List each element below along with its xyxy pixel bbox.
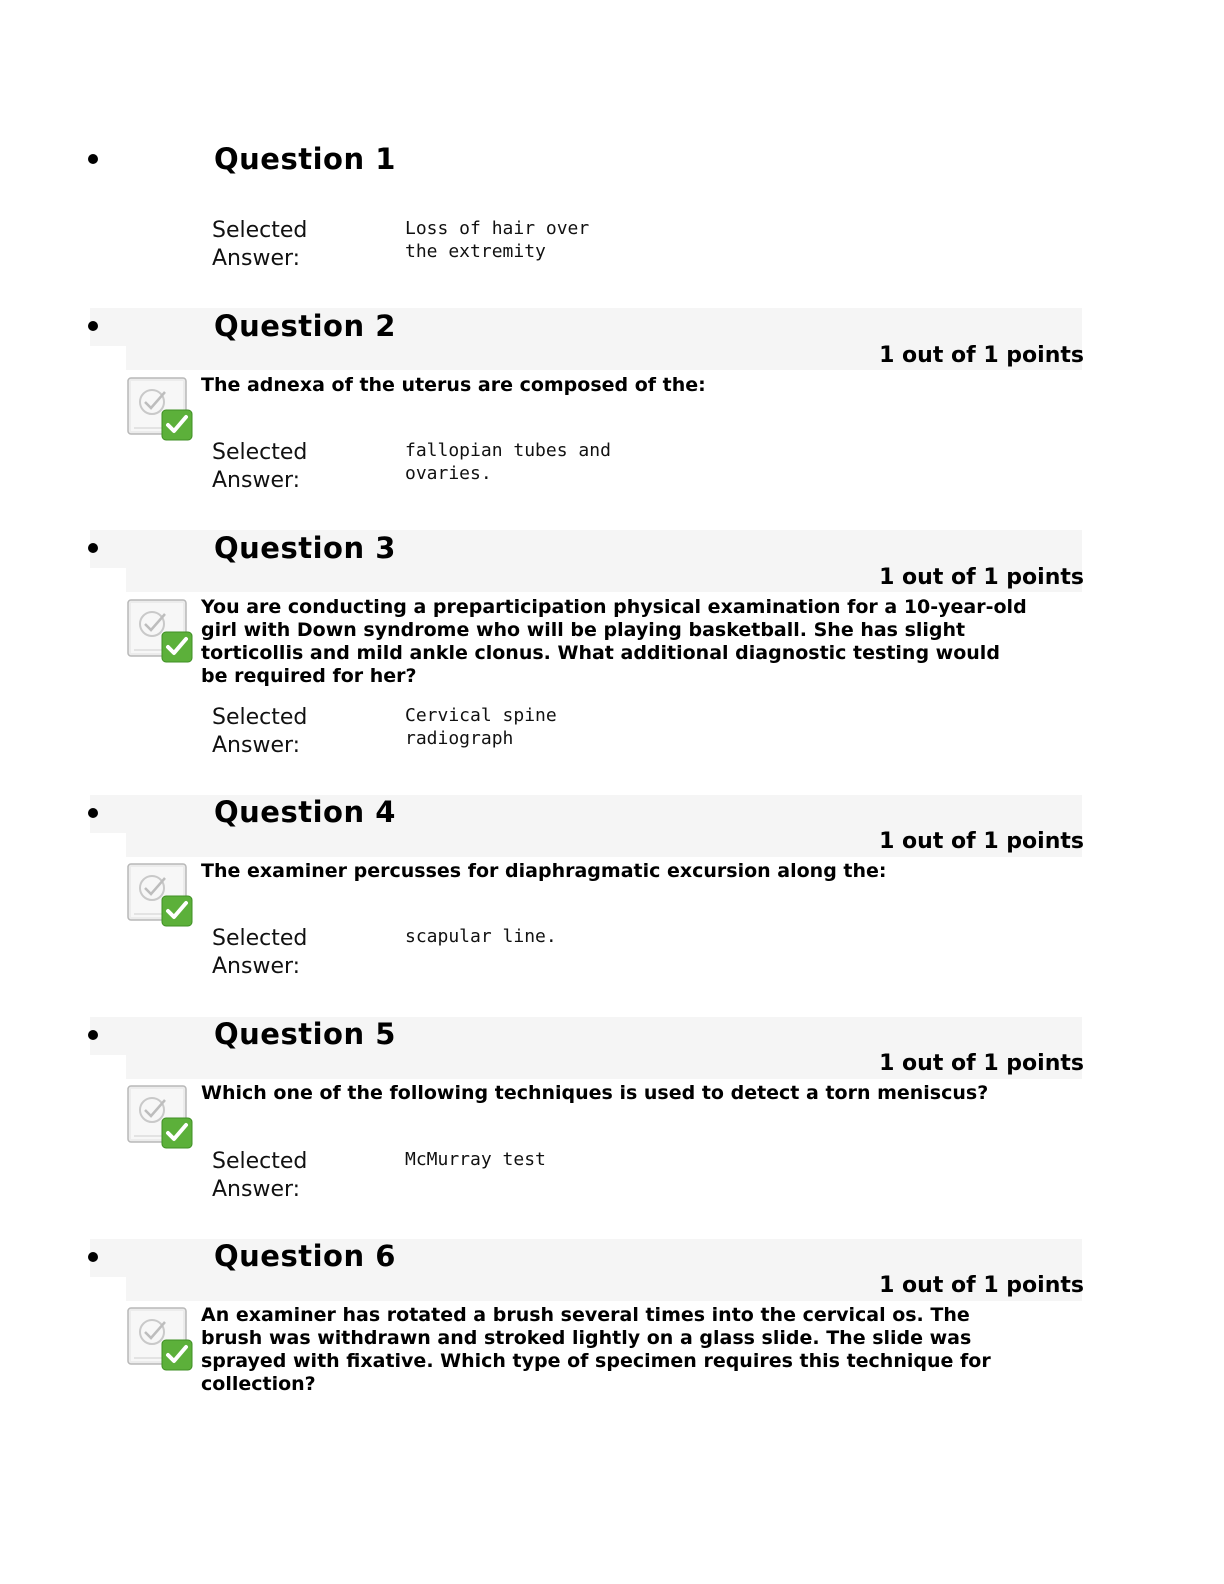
bullet-icon: [88, 808, 98, 818]
correct-check-icon: [126, 596, 194, 664]
question-title: Question 4: [214, 795, 396, 829]
bullet-icon: [88, 321, 98, 331]
question-title: Question 6: [214, 1239, 396, 1273]
bullet-icon: [88, 1030, 98, 1040]
question-text: You are conducting a preparticipation physical examination for a 10-year-old girl with Down syndrome who will be playing basketball. She has slight torticollis and mild ankle clonus. What additional diagnostic testing would be required for her?: [201, 596, 1027, 687]
bullet-icon: [88, 154, 98, 164]
points-score: 1 out of 1 points: [879, 1273, 1084, 1298]
points-score: 1 out of 1 points: [879, 565, 1084, 590]
selected-answer-label: Selected Answer:: [212, 1149, 308, 1202]
points-score: 1 out of 1 points: [879, 829, 1084, 854]
points-score: 1 out of 1 points: [879, 343, 1084, 368]
question-title: Question 5: [214, 1017, 396, 1051]
question-title: Question 3: [214, 531, 396, 565]
selected-answer-value: scapular line.: [405, 926, 557, 947]
selected-answer-label: Selected Answer:: [212, 705, 308, 758]
bullet-icon: [88, 543, 98, 553]
selected-answer-label: Selected Answer:: [212, 440, 308, 493]
question-title: Question 2: [214, 309, 396, 343]
bullet-icon: [88, 1252, 98, 1262]
selected-answer-value: Loss of hair over the extremity: [405, 218, 590, 262]
correct-check-icon: [126, 1082, 194, 1150]
selected-answer-label: Selected Answer:: [212, 926, 308, 979]
question-title: Question 1: [214, 142, 396, 176]
correct-check-icon: [126, 374, 194, 442]
points-score: 1 out of 1 points: [879, 1051, 1084, 1076]
selected-answer-label: Selected Answer:: [212, 218, 308, 271]
selected-answer-value: fallopian tubes and ovaries.: [405, 440, 611, 484]
selected-answer-value: Cervical spine radiograph: [405, 705, 557, 749]
selected-answer-value: McMurray test: [405, 1149, 546, 1170]
correct-check-icon: [126, 860, 194, 928]
question-text: The adnexa of the uterus are composed of the:: [201, 374, 706, 396]
question-text: Which one of the following techniques is used to detect a torn meniscus?: [201, 1082, 989, 1104]
question-text: The examiner percusses for diaphragmatic excursion along the:: [201, 860, 887, 882]
correct-check-icon: [126, 1304, 194, 1372]
question-text: An examiner has rotated a brush several times into the cervical os. The brush was withdrawn and stroked lightly on a glass slide. The slide was sprayed with fixative. Which type of specimen requires this technique for collection?: [201, 1304, 991, 1395]
